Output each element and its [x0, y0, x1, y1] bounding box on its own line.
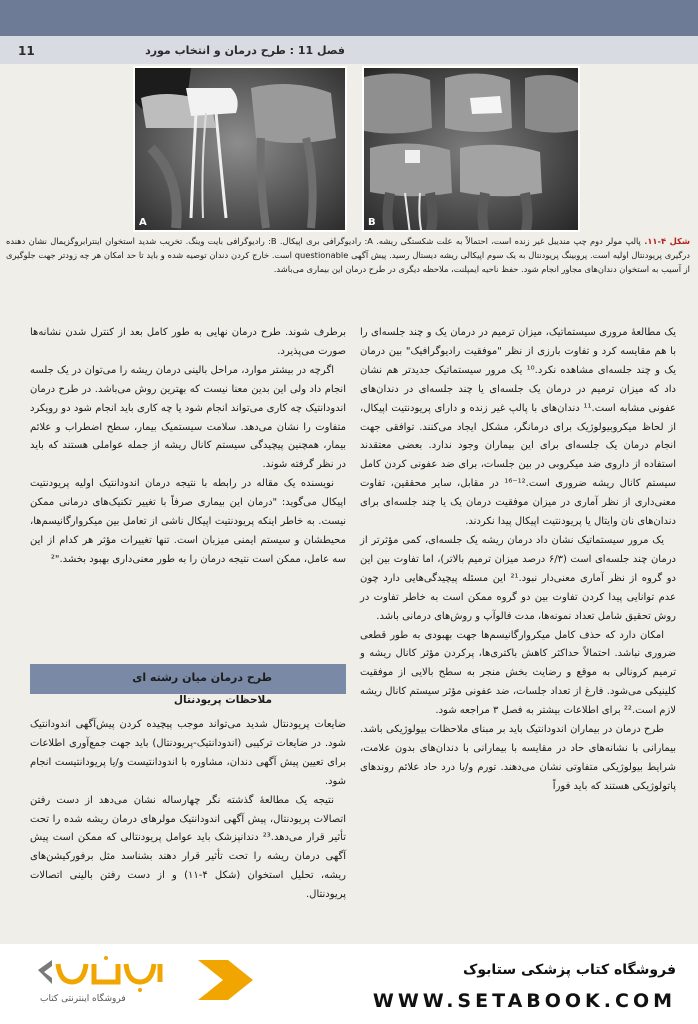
paragraph: امکان دارد که حذف کامل میکروارگانیسم‌ها جهت بهبودی به طور قطعی ضروری نباشد. احتمالاً حداکثر کاهش باکتری‌ها، پرکردن مؤثر کانال ریشه و ترمیم کرونالی به موقع و رضایت بخش منجر به سطح بالایی از موفقیت کلینیکی می‌شود. فارغ از تعداد جلسات، ضد عفونی مؤثر سیستم کانال ریشه لازم است.²² برای اطلاعات بیشتر به فصل ۳ مراجعه شود. [360, 629, 676, 717]
right-column [360, 324, 676, 797]
xray-a-graphic [133, 68, 345, 232]
page-header [0, 0, 698, 64]
figure-ref: شکل ۴-۱۱. [644, 236, 690, 246]
setabook-logo-graphic [28, 952, 268, 1016]
store-banner [0, 944, 698, 1024]
setabook-logo [28, 952, 268, 1016]
paragraph: ضایعات پریودنتال شدید می‌تواند موجب پیچیده کردن پیش‌آگهی اندودانتیک شود. در ضایعات ترکیبی (اندودانتیک-پریودنتال) باید جهت جمع‌آوری اطلاعات برای تعیین پیش آگهی دندان، مشاوره با اندودانتیست و/یا پریودانتیست انجام شود. [30, 719, 346, 787]
paragraph: طرح درمان در بیماران اندودانتیک باید بر مبنای ملاحظات بیولوژیکی باشد. بیمارانی با نشانه‌های حاد در مقایسه با بیمارانی با دندان‌های بدون علامت، شرایط بیولوژیکی متفاوتی نشان می‌دهند. تورم و/یا درد حاد علائم روندهای پاتولوژیکی هستند که باید فوراً [360, 724, 676, 792]
left-column-top [30, 324, 346, 570]
paragraph: نویسنده یک مقاله در رابطه با نتیجه درمان اندودانتیک اولیه پریودنتیت اپیکال می‌گوید: "درمان این بیماری صرفاً با تغییر تکنیک‌های درمانی ممکن نیست. به خاطر اینکه پریودنتیت اپیکال ناشی از تعامل بین میکروارگانیسم‌ها، محیطشان و سیستم ایمنی میزبان است. تنها تغییرات مؤثر هر کدام از این سه عامل، ممکن است نتیجه درمان را به طور معنی‌داری بهبود بخشد."² [30, 478, 346, 565]
logo-caption: فروشگاه اینترنتی کتاب [40, 994, 126, 1004]
paragraph: اگرچه در بیشتر موارد، مراحل بالینی درمان ریشه را می‌توان در یک جلسه انجام داد ولی این بدین معنا نیست که بهترین روش می‌باشد. در طرح درمان اندودانتیک چه کاری می‌تواند انجام شود یا چه کاری باید انجام شود دو رویکرد متفاوت را نشان می‌دهد. سلامت سیستمیک بیمار، سطح اضطراب و علائم بیمار، همچنین پیچیدگی سیستم کانال ریشه از جمله عواملی هستند که باید در نظر گرفته شوند. [30, 364, 346, 471]
chapter-title: فصل 11 : طرح درمان و انتخاب مورد [145, 44, 345, 57]
xray-image-a [133, 66, 347, 232]
store-name: فروشگاه کتاب پزشکی ستابوک [463, 962, 676, 978]
page-number: 11 [18, 44, 35, 58]
section-heading [30, 664, 346, 694]
xray-a-label: A [139, 217, 147, 228]
paragraph: نتیجه یک مطالعهٔ گذشته نگر چهارساله نشان می‌دهد از دست رفتن اتصالات پریودنتال، پیش آگهی اندودانتیک مولرهای درمان ریشه شده را تحت تأثیر قرار می‌دهد.²³ دندانپزشک باید عوامل پریودنتالی که ممکن است پیش آگهی درمان ریشه را تحت تأثیر قرار دهند بشناسد مثل برفورکیشن‌های ریشه، تحلیل استخوان (شکل ۴-۱۱) و از دست رفتن بالینی اتصالات پریودنتال. [30, 794, 346, 901]
paragraph: برطرف شوند. طرح درمان نهایی به طور کامل بعد از کنترل شدن نشانه‌ها صورت می‌پذیرد. [30, 327, 346, 357]
paragraph: یک مطالعهٔ مروری سیستماتیک، میزان ترمیم در درمان یک و چند جلسه‌ای را با هم مقایسه کرد و تفاوت بارزی از نظر "موفقیت رادیوگرافیک" بین درمان یک و چند جلسه‌ای مشاهده نکرد.¹⁰ یک مرور سیستماتیک جدیدتر هم نشان داد که میزان ترمیم در درمان یک جلسه‌ای یا چند جلسه‌ای در دندان‌های عفونی مشابه است.¹¹ دندان‌های با پالپ غیر زنده و دارای پریودنتیت اپیکال، از لحاظ میکروبیولوژیک برای درمانگر، مشکل ایجاد می‌کنند. توافقی جهت انجام درمان یک جلسه‌ای برای این بیماران وجود ندارد. بعضی معتقدند استفاده از داروی ضد میکروبی در بین جلسات، برای ضد عفونی کردن کامل سیستم کانال ریشه ضروری است.¹²⁻¹⁶ در مقابل، سایر محققین، تفاوت معنی‌داری از نظر آماری در میزان موفقیت درمان یک یا چند جلسه‌ای برای دندان‌های نان وایتال یا پریودنتیت اپیکال پیدا نکردند. [360, 327, 676, 528]
left-column-bottom [30, 716, 346, 905]
xray-b-graphic [362, 68, 578, 232]
section-heading-text: طرح درمان میان رشته ای [132, 671, 272, 684]
figure-caption-text: پالپ مولر دوم چپ مندیبل غیر زنده است، احتمالاً به علت شکستگی ریشه. A: رادیوگرافی بری اپیکال. B: رادیوگرافی بایت وینگ. تخریب شدید استخوان اینترابروگزیمال نشان دهنده درگیری پریودنتال اولیه است. پروبینگ پریودنتال به یک سوم اپیکالی ریشه دیستال رسید. پیش آگهی questionable است. خارج کردن دندان توصیه شده و باید تا حد امکان هر چه زودتر جهت جلوگیری از آسیب به استخوان دندان‌های مجاور انجام شود. حفظ ناحیه ایمپلنت، ملاحظه دیگری در طرح درمان این بیماری می‌باشد. [6, 236, 690, 274]
subheading: ملاحظات پریودنتال [173, 694, 272, 706]
xray-b-label: B [368, 217, 376, 228]
paragraph: یک مرور سیستماتیک نشان داد درمان ریشه یک جلسه‌ای، کمی مؤثرتر از درمان چند جلسه‌ای است (۶/۳ درصد میزان ترمیم بالاتر)، اما تفاوت بین این دو گروه از نظر آماری معنی‌دار نبود.²¹ این مسئله پیچیدگی‌هایی دارد چون عدم توانایی پیدا کردن تفاوت بین دو گروه ممکن است به خاطر تفاوت در روش تحقیق شامل تعداد نمونه‌ها، مدت فالوآپ و روش‌های درمانی باشد. [360, 534, 677, 622]
figure-caption [6, 234, 690, 276]
store-url[interactable]: WWW.SETABOOK.COM [372, 990, 676, 1012]
xray-image-b [362, 66, 580, 232]
